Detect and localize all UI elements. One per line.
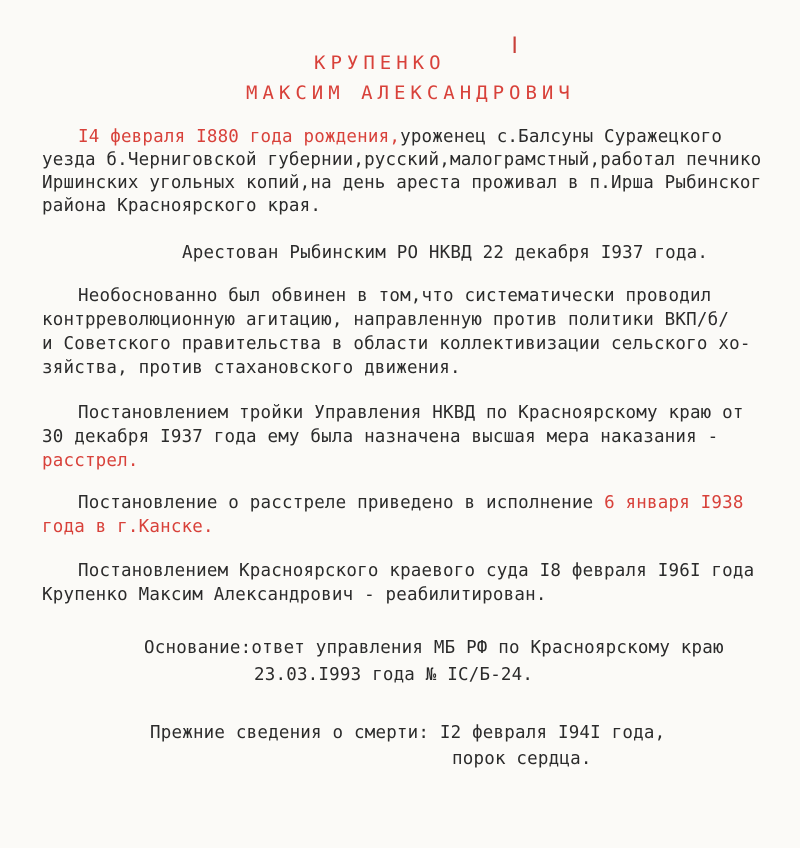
- birth-date: I4 февраля I880 года рождения,: [78, 127, 401, 147]
- sentence-line-2: 30 декабря I937 года ему была назначена высшая мера наказания -: [42, 427, 719, 447]
- previous-death-line-2: порок сердца.: [452, 749, 592, 769]
- basis-line-2: 23.03.I993 года № IС/Б-24.: [254, 665, 534, 685]
- biography-line-1: [78, 126, 722, 148]
- full-name-heading: МАКСИМ АЛЕКСАНДРОВИЧ: [246, 82, 575, 104]
- birthplace: уроженец с.Балсуны Суражецкого: [400, 127, 723, 147]
- execution-place: года в г.Канске.: [42, 517, 214, 537]
- previous-death-line-1: Прежние сведения о смерти: I2 февраля I94I года,: [150, 723, 666, 743]
- surname-heading: КРУПЕНКО: [314, 52, 446, 74]
- ink-mark: ǀ: [508, 34, 522, 59]
- biography-line-2: уезда б.Черниговской губернии,русский,малограмстный,работал печнико: [42, 150, 762, 170]
- charge-line-4: зяйства, против стахановского движения.: [42, 358, 461, 378]
- sentence-line-1: Постановлением тройки Управления НКВД по Красноярскому краю от: [78, 403, 744, 423]
- charge-line-3: и Советского правительства в области коллективизации сельского хо-: [42, 334, 751, 354]
- charge-line-2: контрреволюционную агитацию, направленную против политики ВКП/б/: [42, 310, 730, 330]
- sentence-verdict: расстрел.: [42, 451, 139, 471]
- execution-statement: Постановление о расстреле приведено в исполнение: [78, 493, 605, 513]
- biography-line-4: района Красноярского края.: [42, 196, 322, 216]
- biography-line-3: Иршинских угольных копий,на день ареста проживал в п.Ирша Рыбинског: [42, 173, 762, 193]
- rehabilitation-line-1: Постановлением Красноярского краевого суда I8 февраля I96I года: [78, 561, 755, 581]
- execution-line-1: [78, 492, 744, 514]
- arrest-statement: Арестован Рыбинским РО НКВД 22 декабря I937 года.: [182, 243, 709, 263]
- basis-line-1: Основание:ответ управления МБ РФ по Красноярскому краю: [144, 638, 724, 658]
- charge-line-1: Необоснованно был обвинен в том,что систематически проводил: [78, 286, 712, 306]
- execution-date: 6 января I938: [604, 493, 744, 513]
- rehabilitation-line-2: Крупенко Максим Александрович - реабилитирован.: [42, 585, 547, 605]
